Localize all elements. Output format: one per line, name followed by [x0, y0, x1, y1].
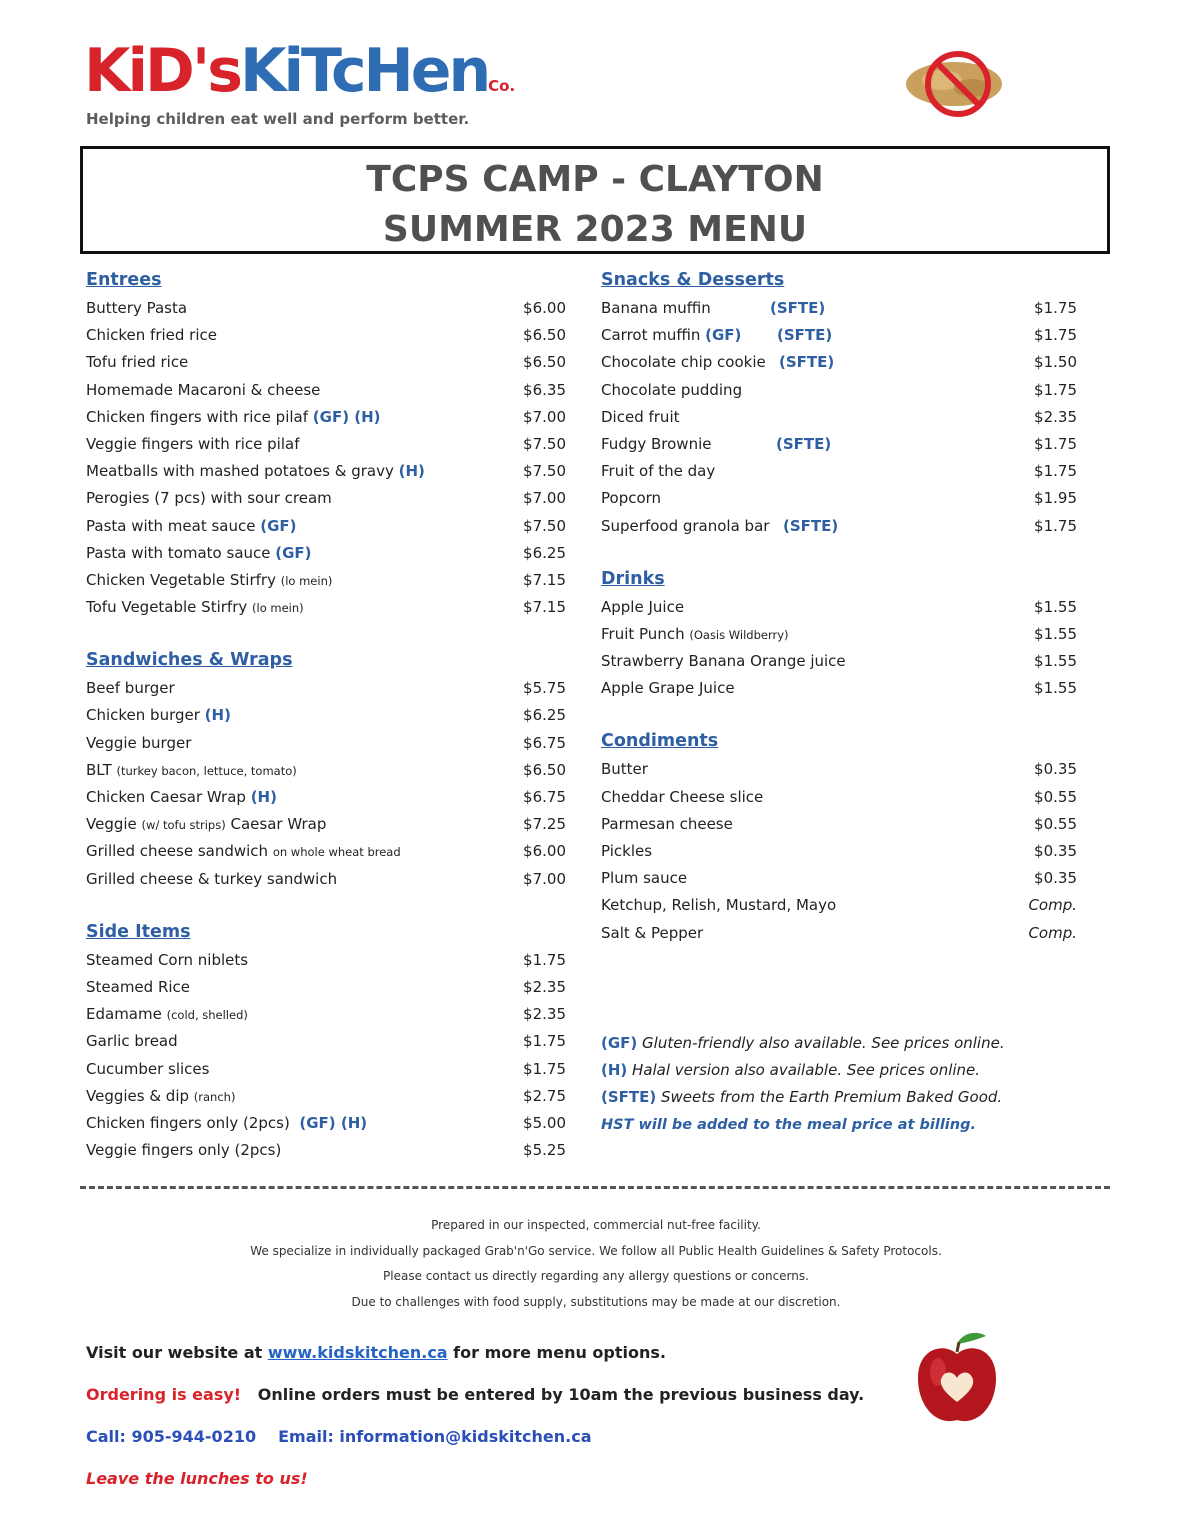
- item-name: Steamed Corn niblets: [86, 950, 249, 969]
- menu-item-row: [601, 648, 1077, 675]
- menu-title-box: [80, 146, 1110, 254]
- item-price: $1.75: [1034, 299, 1077, 317]
- menu-item-row: [86, 1028, 566, 1055]
- item-note: (turkey bacon, lettuce, tomato): [116, 763, 297, 778]
- item-name: Homemade Macaroni & cheese: [86, 380, 321, 399]
- item-price: $1.75: [1034, 380, 1077, 399]
- diet-tag: (GF): [705, 326, 742, 345]
- item-price: $0.35: [1034, 869, 1077, 888]
- item-price: $7.50: [523, 434, 566, 453]
- item-name: Garlic bread: [86, 1032, 178, 1051]
- logo-kids: KiD's: [84, 36, 240, 106]
- menu-item-row: [86, 567, 566, 594]
- note-line: Please contact us directly regarding any allergy questions or concerns.: [383, 1269, 809, 1283]
- item-price: $6.75: [523, 788, 566, 806]
- entrees-list: [86, 295, 566, 621]
- item-price: $2.35: [1034, 407, 1077, 426]
- item-name: Steamed Rice: [86, 977, 191, 996]
- menu-item-row: [86, 947, 566, 974]
- item-price: $1.75: [1034, 516, 1077, 535]
- ordering-easy: Ordering is easy!: [86, 1385, 242, 1404]
- contact-line: [86, 1424, 864, 1466]
- item-name: Chicken fried rice: [86, 326, 217, 345]
- menu-item-row: [86, 866, 566, 893]
- item-price: $7.15: [523, 570, 566, 589]
- snacks-heading: Snacks & Desserts: [601, 270, 785, 290]
- item-price: $1.75: [523, 1059, 566, 1078]
- drinks-list: [601, 594, 1077, 703]
- menu-item-row: [86, 540, 566, 567]
- item-name: Grilled cheese & turkey sandwich: [86, 869, 338, 888]
- item-name: Edamame (cold, shelled): [86, 1005, 248, 1024]
- item-name: Chicken Caesar Wrap (H): [86, 788, 277, 806]
- item-name: Chicken burger (H): [86, 706, 231, 725]
- item-price: $5.75: [523, 679, 566, 698]
- website-link[interactable]: www.kidskitchen.ca: [267, 1343, 448, 1362]
- item-name: Chicken fingers only (2pcs) (GF) (H): [86, 1113, 368, 1132]
- item-name: Fudgy Brownie: [601, 434, 712, 453]
- item-price: $0.55: [1034, 814, 1077, 833]
- menu-item-row: [601, 485, 1077, 512]
- menu-item-row: [601, 756, 1077, 783]
- item-price: $0.55: [1034, 787, 1077, 806]
- menu-item-row: [601, 458, 1077, 485]
- diet-tag: (SFTE): [783, 516, 839, 535]
- item-price: $7.00: [523, 407, 566, 426]
- menu-item-row: [601, 920, 1077, 947]
- menu-item-row: [601, 377, 1077, 404]
- legend-hst: HST will be added to the meal price at billing.: [601, 1116, 976, 1133]
- item-name: Carrot muffin (GF): [601, 326, 742, 345]
- item-name: BLT (turkey bacon, lettuce, tomato): [86, 760, 297, 779]
- item-price: $7.00: [523, 489, 566, 508]
- item-name: Salt & Pepper: [601, 923, 704, 942]
- item-price: $6.35: [523, 380, 566, 399]
- menu-item-row: [86, 513, 566, 540]
- item-price: Comp.: [1028, 923, 1077, 942]
- item-name: Beef burger: [86, 679, 175, 698]
- menu-item-row: [601, 892, 1077, 919]
- item-price: $0.35: [1034, 842, 1077, 860]
- item-name: Chocolate chip cookie: [601, 353, 766, 372]
- note-line: Due to challenges with food supply, substitutions may be made at our discretion.: [351, 1294, 841, 1309]
- sides-heading: Side Items: [86, 921, 191, 942]
- item-note: (ranch): [193, 1089, 236, 1104]
- diet-tag: (GF): [275, 543, 312, 562]
- item-note: (w/ tofu strips): [141, 818, 226, 833]
- entrees-heading: Entrees: [86, 270, 162, 290]
- item-name: Popcorn: [601, 489, 662, 508]
- item-price: $2.35: [523, 1005, 566, 1024]
- item-name: Apple Grape Juice: [601, 679, 735, 698]
- ordering-line: Ordering is easy! Online orders must be entered by 10am the previous business day.: [86, 1385, 865, 1404]
- legend-gf: (GF) Gluten-friendly also available. See prices online.: [601, 1034, 1005, 1052]
- closing-tagline: Leave the lunches to us!: [86, 1469, 308, 1488]
- condiments-heading: Condiments: [601, 731, 719, 752]
- item-price: $7.50: [523, 516, 566, 535]
- item-name: Pasta with meat sauce (GF): [86, 516, 297, 535]
- contact-footer: [86, 1340, 864, 1508]
- menu-item-row: [86, 458, 566, 485]
- menu-item-row: [601, 811, 1077, 838]
- item-name: Veggies & dip (ranch): [86, 1086, 236, 1105]
- item-name: Buttery Pasta: [86, 299, 188, 317]
- diet-tag: (GF) (H): [299, 1113, 368, 1132]
- item-note: (Oasis Wildberry): [689, 627, 789, 642]
- logo-kitchen: KiTcHen: [239, 36, 489, 106]
- diet-tag: (H): [250, 788, 277, 806]
- menu-left-column: [86, 266, 566, 1164]
- item-name: Parmesan cheese: [601, 814, 733, 833]
- menu-item-row: [86, 1001, 566, 1028]
- item-name: Fruit of the day: [601, 462, 716, 481]
- item-name: Chicken Vegetable Stirfry (lo mein): [86, 570, 333, 589]
- menu-item-row: [86, 1083, 566, 1110]
- heart-apple-icon: [914, 1328, 1000, 1428]
- item-price: $6.50: [523, 760, 566, 779]
- item-name: Fruit Punch (Oasis Wildberry): [601, 624, 789, 643]
- snacks-list: [601, 295, 1077, 540]
- menu-title-line1: TCPS CAMP - CLAYTON: [366, 159, 824, 200]
- item-price: $2.35: [523, 977, 566, 996]
- menu-item-row: [86, 485, 566, 512]
- menu-item-row: [601, 322, 1077, 349]
- item-price: $1.55: [1034, 597, 1077, 616]
- item-name: Veggie burger: [86, 733, 192, 752]
- item-price: $5.25: [523, 1141, 566, 1160]
- menu-legend: [601, 1030, 1005, 1139]
- item-price: $6.25: [523, 543, 566, 562]
- item-price: $1.95: [1034, 489, 1077, 508]
- item-note: (cold, shelled): [166, 1008, 248, 1023]
- item-name: Cheddar Cheese slice: [601, 787, 764, 806]
- menu-item-row: [86, 1137, 566, 1164]
- menu-item-row: [601, 295, 1077, 322]
- diet-tag: (H): [398, 462, 425, 481]
- menu-title-line2: SUMMER 2023 MENU: [382, 209, 808, 250]
- item-name: Veggie (w/ tofu strips) Caesar Wrap: [86, 815, 327, 834]
- item-price: $0.35: [1034, 760, 1077, 779]
- no-nut-icon: [902, 50, 1012, 118]
- menu-right-column: [601, 266, 1077, 947]
- item-name: Butter: [601, 760, 648, 779]
- visit-line: Visit our website at www.kidskitchen.ca for more menu options.: [86, 1343, 666, 1362]
- sandwiches-list: [86, 675, 566, 893]
- diet-tag: (SFTE): [776, 434, 832, 453]
- menu-item-row: [86, 1056, 566, 1083]
- menu-item-row: [86, 295, 566, 322]
- facility-notes: [0, 1213, 1192, 1315]
- sandwiches-heading: Sandwiches & Wraps: [86, 650, 293, 671]
- item-name: Tofu fried rice: [86, 353, 189, 372]
- item-name: Cucumber slices: [86, 1059, 210, 1078]
- item-note: (lo mein): [280, 573, 333, 588]
- menu-item-row: [601, 838, 1077, 865]
- item-price: $1.75: [523, 950, 566, 969]
- menu-item-row: [601, 784, 1077, 811]
- item-name: Strawberry Banana Orange juice: [601, 652, 846, 671]
- sides-list: [86, 947, 566, 1165]
- item-price: $7.00: [523, 869, 566, 888]
- item-name: Veggie fingers only (2pcs): [86, 1141, 282, 1160]
- item-price: $1.75: [523, 1032, 566, 1051]
- item-name: Diced fruit: [601, 407, 680, 426]
- brand-tagline: Helping children eat well and perform better.: [86, 110, 470, 128]
- item-note: on whole wheat bread: [272, 845, 401, 860]
- item-price: $1.55: [1034, 624, 1077, 643]
- menu-item-row: [86, 349, 566, 376]
- menu-item-row: [86, 675, 566, 702]
- item-price: $7.15: [523, 598, 566, 617]
- logo-co: Co.: [488, 77, 516, 95]
- diet-tag: (H): [204, 706, 231, 725]
- item-name: Banana muffin: [601, 299, 711, 317]
- menu-item-row: [86, 431, 566, 458]
- item-price: $6.75: [523, 733, 566, 752]
- item-price: $1.50: [1034, 353, 1077, 372]
- menu-item-row: [86, 594, 566, 621]
- item-price: $6.00: [523, 299, 566, 317]
- diet-tag: (SFTE): [770, 299, 826, 317]
- item-name: Pickles: [601, 842, 653, 860]
- menu-item-row: [86, 974, 566, 1001]
- menu-item-row: [86, 702, 566, 729]
- item-price: $6.00: [523, 842, 566, 861]
- item-price: $7.50: [523, 462, 566, 481]
- item-name: Meatballs with mashed potatoes & gravy (H): [86, 462, 425, 481]
- diet-tag: (GF): [260, 516, 297, 535]
- condiments-list: [601, 756, 1077, 946]
- item-note: (lo mein): [252, 601, 304, 616]
- menu-item-row: [601, 349, 1077, 376]
- menu-item-row: [601, 621, 1077, 648]
- item-name: Perogies (7 pcs) with sour cream: [86, 489, 332, 508]
- diet-tag: (GF) (H): [312, 407, 381, 426]
- legend-h: (H) Halal version also available. See prices online.: [601, 1061, 981, 1080]
- menu-item-row: [86, 322, 566, 349]
- item-name: Apple Juice: [601, 597, 685, 616]
- item-price: $7.25: [523, 815, 566, 834]
- item-price: $2.75: [523, 1086, 566, 1105]
- menu-item-row: [601, 675, 1077, 702]
- menu-item-row: [86, 404, 566, 431]
- item-name: Chocolate pudding: [601, 380, 743, 399]
- menu-item-row: [86, 757, 566, 784]
- menu-item-row: [601, 594, 1077, 621]
- item-name: Grilled cheese sandwich on whole wheat bread: [86, 842, 401, 861]
- note-line: Prepared in our inspected, commercial nut-free facility.: [431, 1218, 761, 1232]
- menu-item-row: [601, 513, 1077, 540]
- item-price: $1.55: [1034, 679, 1077, 698]
- item-price: $1.55: [1034, 652, 1077, 671]
- brand-logo: [84, 36, 516, 117]
- menu-item-row: [601, 404, 1077, 431]
- item-price: $1.75: [1034, 326, 1077, 345]
- item-name: Chicken fingers with rice pilaf (GF) (H): [86, 407, 381, 426]
- item-price: $6.50: [523, 353, 566, 372]
- item-name: Pasta with tomato sauce (GF): [86, 543, 312, 562]
- item-name: Veggie fingers with rice pilaf: [86, 434, 300, 453]
- menu-item-row: [601, 431, 1077, 458]
- item-price: $5.00: [523, 1113, 566, 1132]
- item-name: Tofu Vegetable Stirfry (lo mein): [86, 598, 304, 617]
- drinks-heading: Drinks: [601, 568, 665, 589]
- phone-number[interactable]: Call: 905-944-0210: [86, 1427, 257, 1446]
- email-address[interactable]: Email: information@kidskitchen.ca: [278, 1427, 592, 1446]
- menu-item-row: [86, 838, 566, 865]
- item-price: Comp.: [1028, 896, 1077, 915]
- menu-item-row: [86, 730, 566, 757]
- menu-item-row: [601, 865, 1077, 892]
- dashed-divider: [80, 1186, 1110, 1189]
- note-line: We specialize in individually packaged Grab'n'Go service. We follow all Public Health Guidelines & Safety Protocols.: [250, 1243, 942, 1258]
- item-name: Superfood granola bar: [601, 516, 770, 535]
- legend-sfte: (SFTE) Sweets from the Earth Premium Baked Good.: [601, 1088, 1003, 1107]
- item-price: $1.75: [1034, 462, 1077, 481]
- diet-tag: (SFTE): [779, 353, 835, 372]
- menu-item-row: [86, 784, 566, 811]
- diet-tag: (SFTE): [777, 326, 833, 345]
- menu-item-row: [86, 811, 566, 838]
- menu-item-row: [86, 1110, 566, 1137]
- item-name: Ketchup, Relish, Mustard, Mayo: [601, 896, 837, 915]
- item-price: $6.25: [523, 706, 566, 725]
- menu-item-row: [86, 377, 566, 404]
- item-price: $1.75: [1034, 434, 1077, 453]
- item-name: Plum sauce: [601, 869, 688, 888]
- item-price: $6.50: [523, 326, 566, 345]
